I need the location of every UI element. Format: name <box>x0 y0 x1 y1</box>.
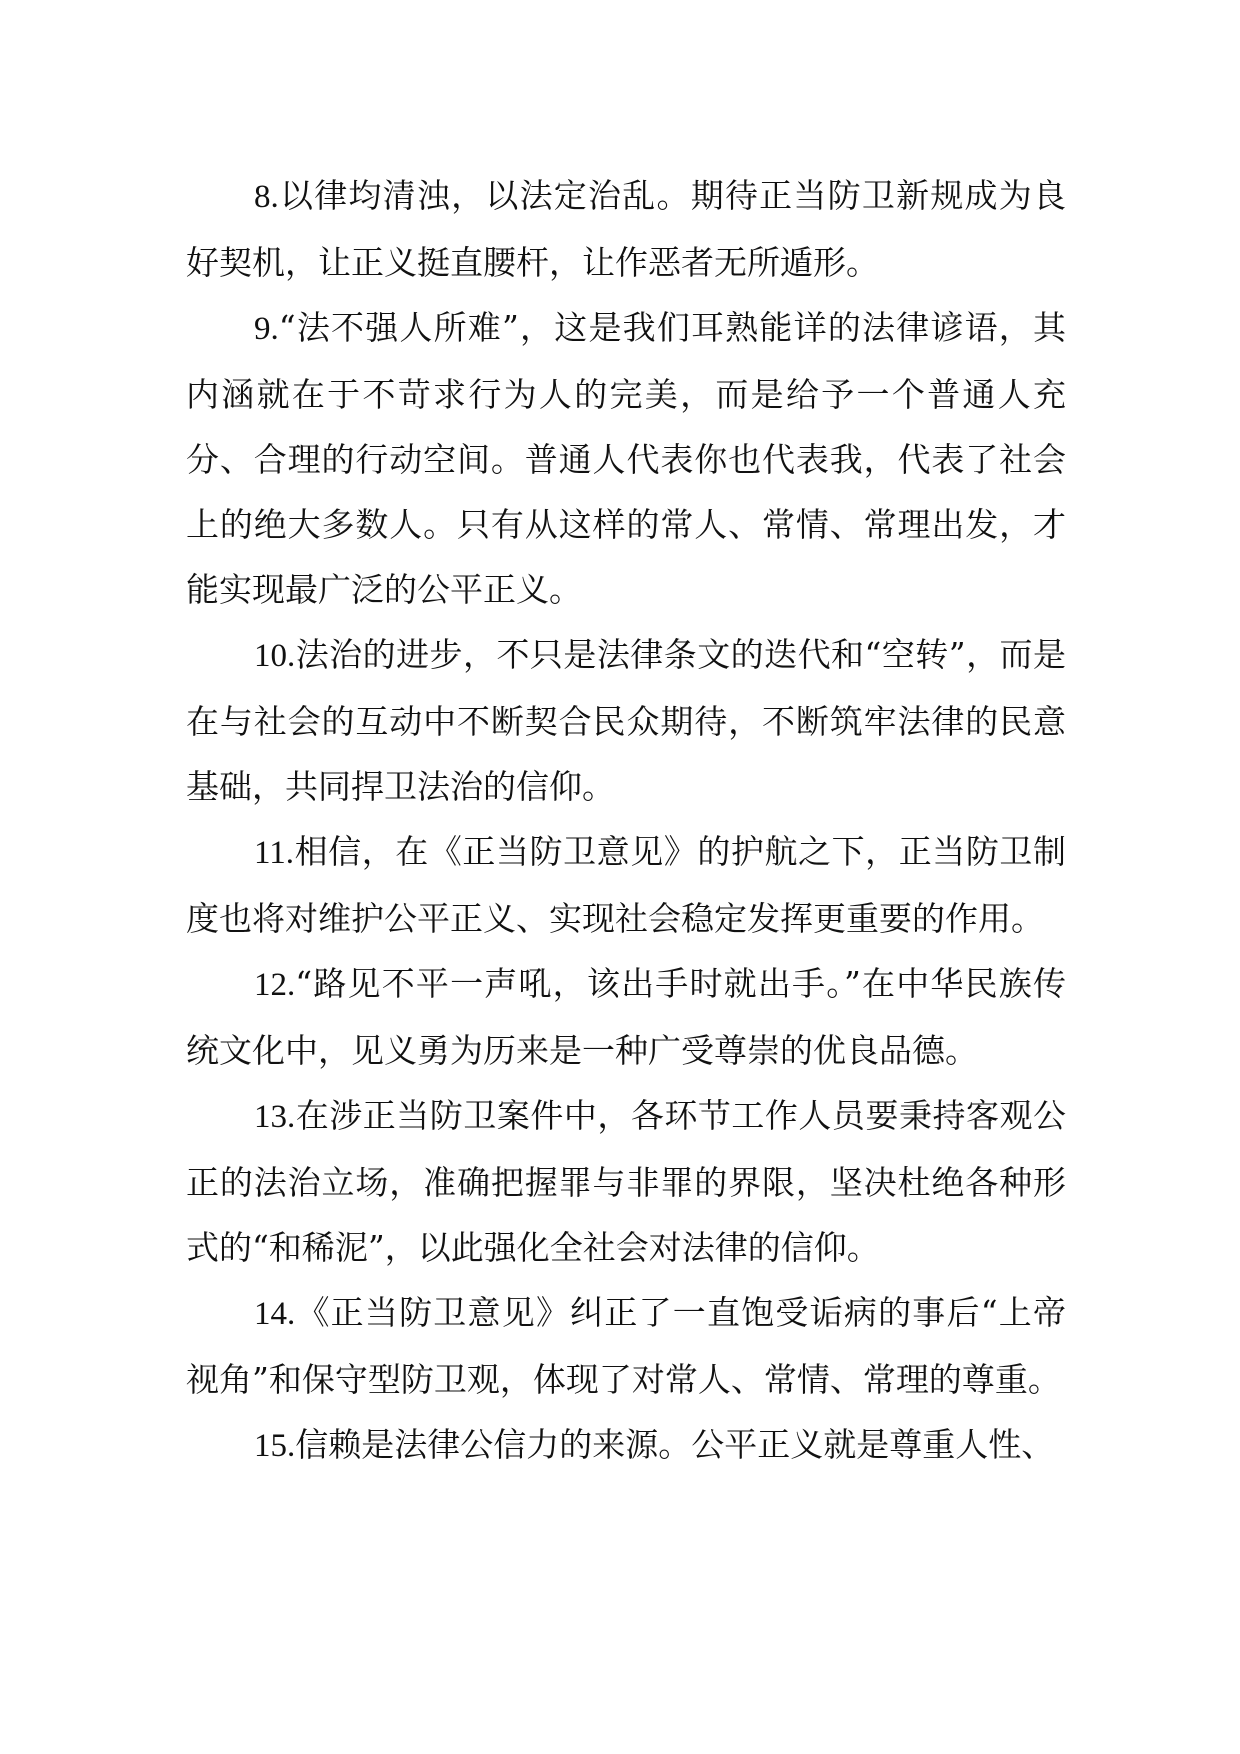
paragraph-11 <box>186 819 1066 951</box>
paragraph-10 <box>186 622 1066 819</box>
paragraph-text: “路见不平一声吼，该出手时就出手。”在中华民族传统文化中，见义勇为历来是一种广受尊崇的优良品德。 <box>186 964 1066 1070</box>
paragraph-text: 以律均清浊，以法定治乱。期待正当防卫新规成为良好契机，让正义挺直腰杆，让作恶者无所遁形。 <box>186 176 1066 282</box>
paragraph-number: 13. <box>254 1099 296 1135</box>
document-body <box>186 163 1066 1479</box>
paragraph-text: 在涉正当防卫案件中，各环节工作人员要秉持客观公正的法治立场，准确把握罪与非罪的界限，坚决杜绝各种形式的“和稀泥”，以此强化全社会对法律的信仰。 <box>186 1096 1066 1267</box>
paragraph-number: 11. <box>254 835 295 871</box>
paragraph-13 <box>186 1083 1066 1280</box>
paragraph-text: 《正当防卫意见》纠正了一直饱受诟病的事后“上帝视角”和保守型防卫观，体现了对常人、常情、常理的尊重。 <box>186 1293 1066 1399</box>
paragraph-number: 8. <box>254 179 279 215</box>
paragraph-text: “法不强人所难”，这是我们耳熟能详的法律谚语，其内涵就在于不苛求行为人的完美，而是给予一个普通人充分、合理的行动空间。普通人代表你也代表我，代表了社会上的绝大多数人。只有从这样的常人、常情、常理出发，才能实现最广泛的公平正义。 <box>186 308 1066 609</box>
paragraph-number: 9. <box>254 311 279 347</box>
paragraph-9 <box>186 295 1066 622</box>
paragraph-number: 14. <box>254 1296 296 1332</box>
paragraph-number: 12. <box>254 967 296 1003</box>
paragraph-text: 法治的进步，不只是法律条文的迭代和“空转”，而是在与社会的互动中不断契合民众期待，不断筑牢法律的民意基础，共同捍卫法治的信仰。 <box>186 635 1066 806</box>
paragraph-12 <box>186 951 1066 1083</box>
paragraph-15 <box>186 1412 1066 1479</box>
paragraph-text: 信赖是法律公信力的来源。公平正义就是尊重人性、 <box>295 1425 1055 1464</box>
paragraph-text: 相信，在《正当防卫意见》的护航之下，正当防卫制度也将对维护公平正义、实现社会稳定发挥更重要的作用。 <box>186 832 1066 938</box>
paragraph-8 <box>186 163 1066 295</box>
paragraph-number: 10. <box>254 638 296 674</box>
paragraph-14 <box>186 1280 1066 1412</box>
paragraph-number: 15. <box>254 1428 296 1464</box>
